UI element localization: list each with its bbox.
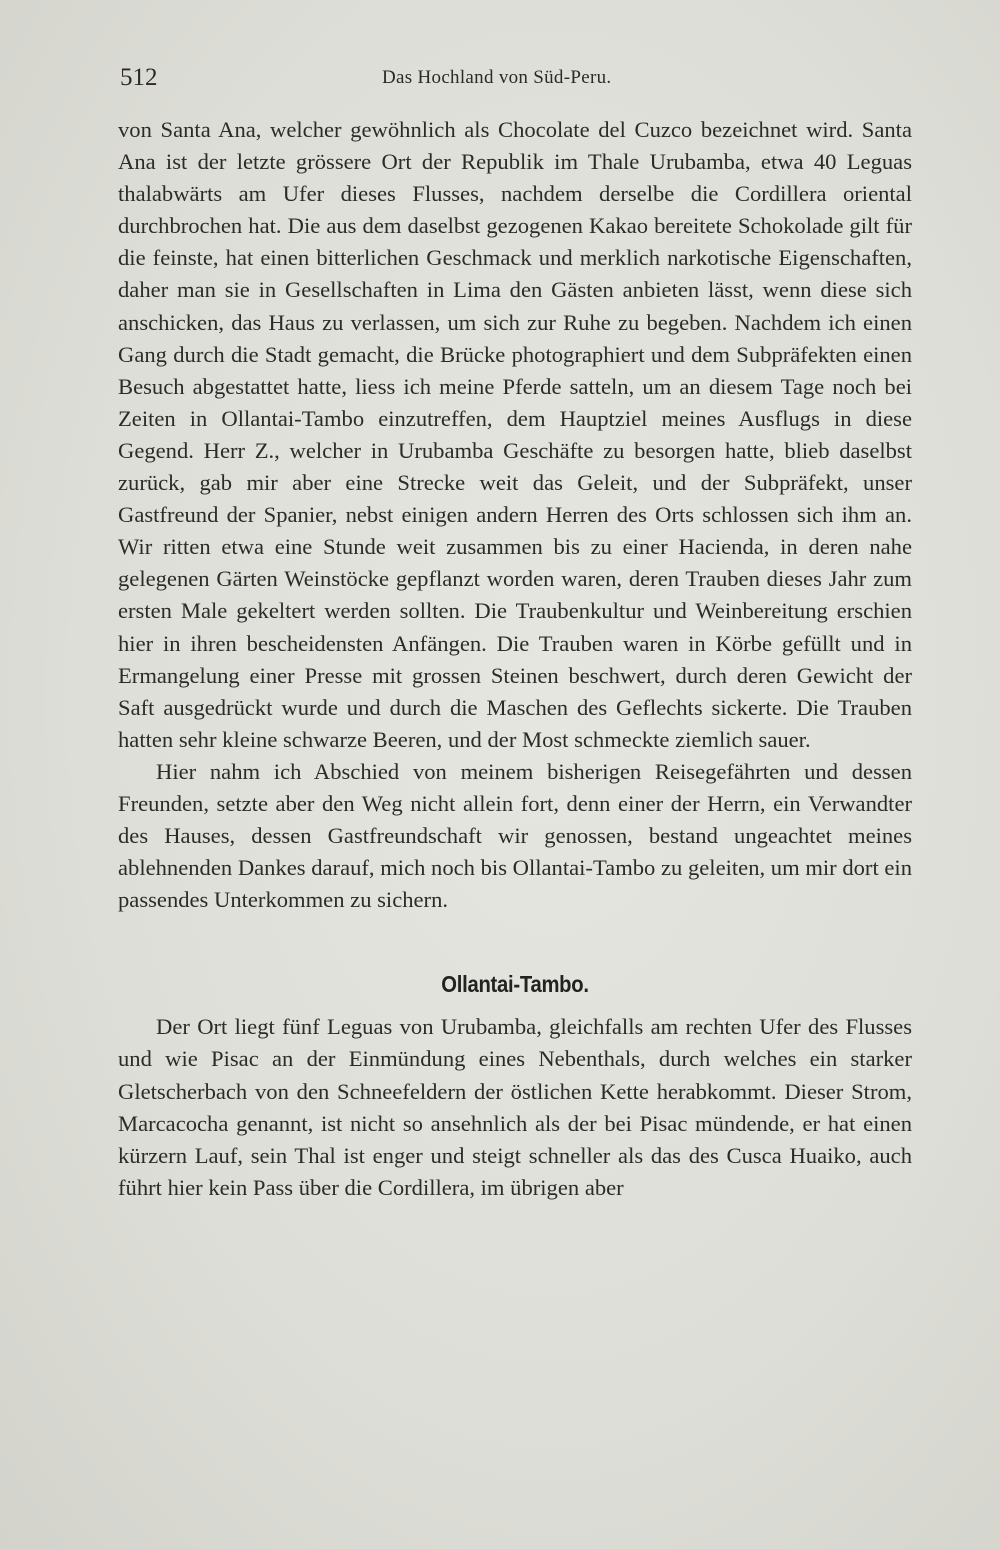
running-title: Das Hochland von Süd-Peru. [382, 67, 612, 88]
paragraph-ollantai-tambo: Der Ort liegt fünf Leguas von Urubamba, gleichfalls am rechten Ufer des Flusses und wie Pisac an der Einmündung eines Nebenthals, durch welches ein starker Gletscherbach von den Schneefeldern der östlichen Kette herabkommt. Dieser Strom, Marcacocha genannt, ist nicht so ansehnlich als der bei Pisac mündende, er hat einen kürzern Lauf, sein Thal ist enger und steigt schneller als das des Cusca Huaiko, auch führt hier kein Pass über die Cordillera, im übrigen aber [118, 1014, 912, 1200]
running-head [120, 64, 910, 94]
body-text [118, 114, 912, 1204]
section-heading: Ollantai-Tambo. [441, 971, 589, 998]
paragraph-continuation: von Santa Ana, welcher gewöhnlich als Chocolate del Cuzco bezeichnet wird. Santa Ana ist der letzte grössere Ort der Republik im Thale Urubamba, etwa 40 Leguas thalabwärts am Ufer dieses Flusses, nachdem derselbe die Cordillera oriental durchbrochen hat. Die aus dem daselbst gezogenen Kakao bereitete Schokolade gilt für die feinste, hat einen bitterlichen Geschmack und merklich narkotische Eigenschaften, daher man sie in Gesellschaften in Lima den Gästen anbieten lässt, wenn diese sich anschicken, das Haus zu verlassen, um sich zur Ruhe zu begeben. Nachdem ich einen Gang durch die Stadt gemacht, die Brücke photographiert und dem Subpräfekten einen Besuch abgestattet hatte, liess ich meine Pferde satteln, um an diesem Tage noch bei Zeiten in Ollantai-Tambo einzutreffen, dem Hauptziel meines Ausflugs in diese Gegend. Herr Z., welcher in Urubamba Geschäfte zu besorgen hatte, blieb daselbst zurück, gab mir aber eine Strecke weit das Geleit, und der Subpräfekt, unser Gastfreund der Spanier, nebst einigen andern Herren des Orts schlossen sich ihm an. Wir ritten etwa eine Stunde weit zusammen bis zu einer Hacienda, in deren nahe gelegenen Gärten Weinstöcke gepflanzt worden waren, deren Trauben dieses Jahr zum ersten Male gekeltert werden sollten. Die Traubenkultur und Weinbereitung erschien hier in ihren bescheidensten Anfängen. Die Trauben waren in Körbe gefüllt und in Ermangelung einer Presse mit grossen Steinen beschwert, durch deren Gewicht der Saft ausgedrückt wurde und durch die Maschen des Geflechts sickerte. Die Trauben hatten sehr kleine schwarze Beeren, und der Most schmeckte ziemlich sauer. [118, 117, 912, 752]
paragraph-farewell: Hier nahm ich Abschied von meinem bisherigen Reisegefährten und dessen Freunden, setzte aber den Weg nicht allein fort, denn einer der Herrn, ein Verwandter des Hauses, dessen Gastfreundschaft wir genossen, bestand ungeachtet meines ablehnenden Dankes darauf, mich noch bis Ollantai-Tambo zu geleiten, um mir dort ein passendes Unterkommen zu sichern. [118, 758, 912, 913]
page-number: 512 [120, 64, 158, 91]
